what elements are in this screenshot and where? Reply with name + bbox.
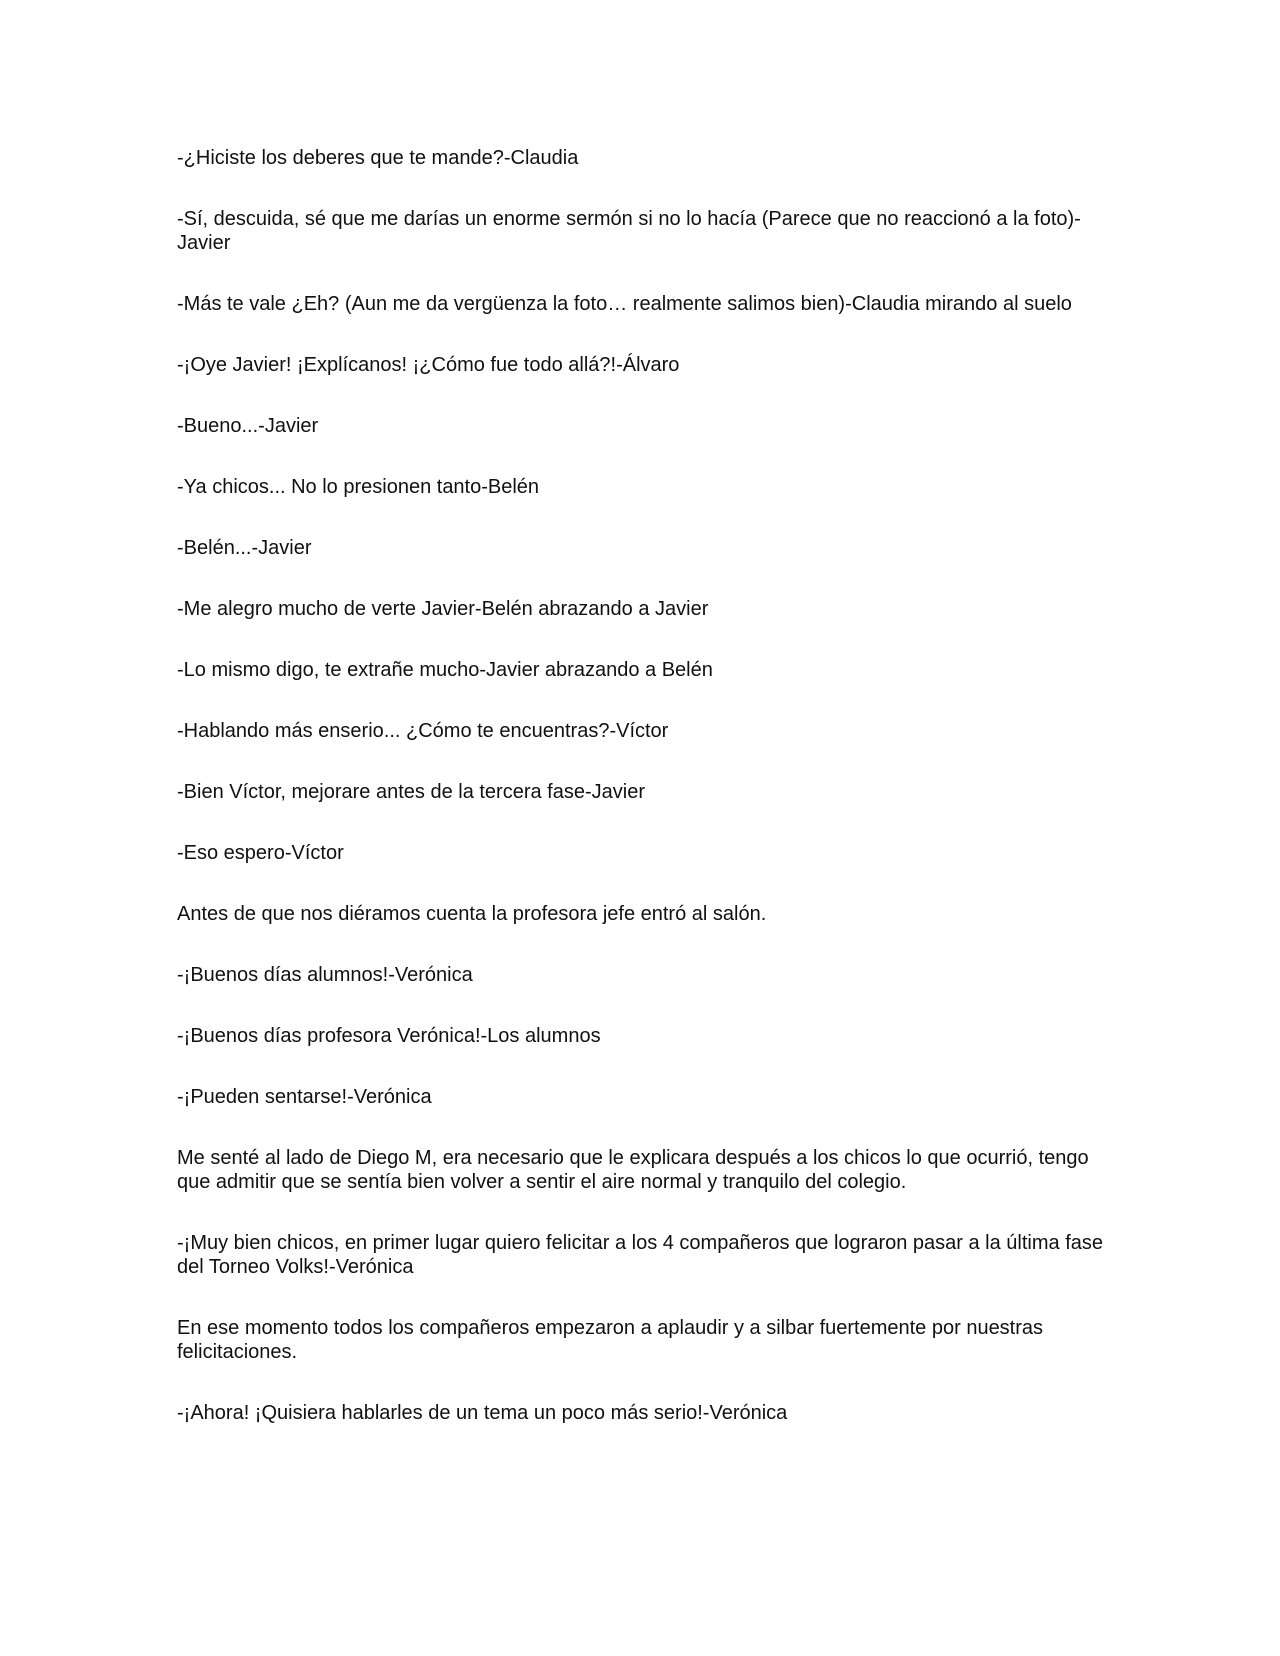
paragraph: -¿Hiciste los deberes que te mande?-Claudia (177, 147, 579, 169)
paragraph: -Ya chicos... No lo presionen tanto-Belén (177, 476, 540, 498)
paragraph: -¡Pueden sentarse!-Verónica (177, 1086, 432, 1108)
paragraph: -¡Oye Javier! ¡Explícanos! ¡¿Cómo fue todo allá?!-Álvaro (177, 354, 680, 376)
paragraph: -Lo mismo digo, te extrañe mucho-Javier abrazando a Belén (177, 659, 713, 681)
paragraph: Antes de que nos diéramos cuenta la profesora jefe entró al salón. (177, 903, 767, 925)
paragraph: -Me alegro mucho de verte Javier-Belén abrazando a Javier (177, 598, 709, 620)
paragraph: -¡Buenos días profesora Verónica!-Los alumnos (177, 1025, 601, 1047)
paragraph: -Más te vale ¿Eh? (Aun me da vergüenza la foto… realmente salimos bien)-Claudia mirando al suelo (177, 293, 1072, 315)
paragraph: -Eso espero-Víctor (177, 842, 344, 864)
paragraph: -¡Muy bien chicos, en primer lugar quiero felicitar a los 4 compañeros que lograron pasar a la última fase del Torneo Volks!-Verónica (177, 1232, 1104, 1278)
paragraph: Me senté al lado de Diego M, era necesario que le explicara después a los chicos lo que ocurrió, tengo que admitir que se sentía bien volver a sentir el aire normal y tranquilo del colegio. (177, 1147, 1089, 1193)
document-body (177, 146, 1107, 1462)
paragraph: -¡Ahora! ¡Quisiera hablarles de un tema un poco más serio!-Verónica (177, 1402, 788, 1424)
paragraph: -¡Buenos días alumnos!-Verónica (177, 964, 473, 986)
paragraph: -Bueno...-Javier (177, 415, 319, 437)
paragraph: -Sí, descuida, sé que me darías un enorme sermón si no lo hacía (Parece que no reaccionó a la foto)-Javier (177, 208, 1081, 254)
paragraph: -Belén...-Javier (177, 537, 312, 559)
paragraph: -Bien Víctor, mejorare antes de la tercera fase-Javier (177, 781, 645, 803)
paragraph: En ese momento todos los compañeros empezaron a aplaudir y a silbar fuertemente por nuestras felicitaciones. (177, 1317, 1044, 1363)
paragraph: -Hablando más enserio... ¿Cómo te encuentras?-Víctor (177, 720, 669, 742)
